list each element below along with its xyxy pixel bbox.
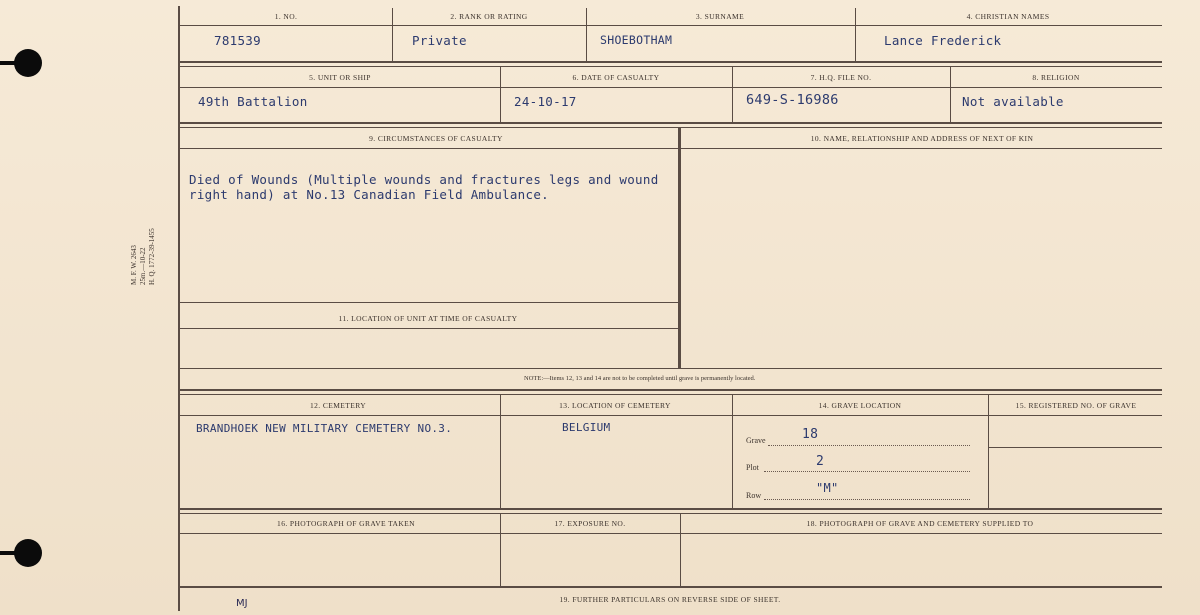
value-hq-file-no: 649-S-16986 xyxy=(746,92,839,108)
value-surname: SHOEBOTHAM xyxy=(600,33,673,47)
label-exposure-no: 17. EXPOSURE NO. xyxy=(554,519,626,528)
label-photograph-supplied: 18. PHOTOGRAPH OF GRAVE AND CEMETERY SUPPLIED TO xyxy=(806,519,1034,528)
value-rank: Private xyxy=(412,33,467,48)
value-grave: 18 xyxy=(802,427,819,442)
label-rank: 2. RANK OR RATING xyxy=(450,12,528,21)
note-bottom-rule xyxy=(180,389,1162,391)
label-row: Row xyxy=(746,491,762,500)
note-top-rule xyxy=(180,368,1162,369)
label-next-of-kin: 10. NAME, RELATIONSHIP AND ADDRESS OF NEXT OF KIN xyxy=(810,134,1034,143)
row4-divider-2 xyxy=(732,394,733,509)
label-grave-location: 14. GRAVE LOCATION xyxy=(818,401,902,410)
label-religion: 8. RELIGION xyxy=(1032,73,1080,82)
value-circumstances: Died of Wounds (Multiple wounds and fractures legs and wound right hand) at No.13 Canadian Field Ambulance. xyxy=(189,172,659,202)
row3-header-rule xyxy=(180,148,1162,149)
initials: MJ xyxy=(236,598,248,609)
left-border xyxy=(178,6,180,611)
row3-divider xyxy=(678,127,681,369)
label-further-particulars: 19. FURTHER PARTICULARS ON REVERSE SIDE OF SHEET. xyxy=(559,595,781,604)
row1-top-rule xyxy=(180,25,1162,26)
row2-bottom-rule xyxy=(180,122,1162,124)
value-row: "M" xyxy=(816,481,839,495)
punch-hole-bottom xyxy=(14,539,42,567)
row4-bottom-rule xyxy=(180,508,1162,510)
label-plot: Plot xyxy=(746,463,759,472)
row1-divider-2 xyxy=(586,8,587,62)
footer-top-rule xyxy=(180,586,1162,588)
row2-divider-3 xyxy=(950,66,951,123)
label-grave: Grave xyxy=(746,436,766,445)
label-cemetery: 12. CEMETERY xyxy=(309,401,367,410)
location-header-rule xyxy=(180,328,678,329)
label-unit: 5. UNIT OR SHIP xyxy=(309,73,371,82)
form-code-note: M. F. W. 2643 25m.—10-22 H. Q. 1772-39-1455 xyxy=(130,228,156,285)
row3-top-rule xyxy=(180,127,1162,128)
label-registered-no: 15. REGISTERED NO. OF GRAVE xyxy=(1015,401,1137,410)
row2-divider-2 xyxy=(732,66,733,123)
row1-bottom-rule xyxy=(180,61,1162,63)
label-circumstances: 9. CIRCUMSTANCES OF CASUALTY xyxy=(369,134,503,143)
label-christian-names: 4. CHRISTIAN NAMES xyxy=(966,12,1050,21)
grave-dotted-line xyxy=(768,445,970,446)
row5-divider-2 xyxy=(680,513,681,587)
row2-top-rule xyxy=(180,66,1162,67)
value-number: 781539 xyxy=(214,33,261,48)
plot-dotted-line xyxy=(764,471,970,472)
label-surname: 3. SURNAME xyxy=(695,12,745,21)
label-hq-file-no: 7. H.Q. FILE NO. xyxy=(810,73,872,82)
row5-top-rule xyxy=(180,513,1162,514)
label-location-of-cemetery: 13. LOCATION OF CEMETERY xyxy=(559,401,671,410)
label-photograph-taken: 16. PHOTOGRAPH OF GRAVE TAKEN xyxy=(277,519,415,528)
row2-mid-rule xyxy=(180,87,1162,88)
value-unit: 49th Battalion xyxy=(198,94,308,109)
label-location-of-unit: 11. LOCATION OF UNIT AT TIME OF CASUALTY xyxy=(338,314,518,323)
value-cemetery: BRANDHOEK NEW MILITARY CEMETERY NO.3. xyxy=(196,422,453,435)
row4-top-rule xyxy=(180,394,1162,395)
registered-inner-rule xyxy=(988,447,1162,448)
row2-divider-1 xyxy=(500,66,501,123)
value-religion: Not available xyxy=(962,94,1064,109)
label-number: 1. NO. xyxy=(274,12,298,21)
row5-header-rule xyxy=(180,533,1162,534)
value-cemetery-location: BELGIUM xyxy=(562,421,611,434)
row1-divider-1 xyxy=(392,8,393,62)
row4-header-rule xyxy=(180,415,1162,416)
row1-divider-3 xyxy=(855,8,856,62)
value-christian-names: Lance Frederick xyxy=(884,33,1002,48)
row5-divider-1 xyxy=(500,513,501,587)
row-dotted-line xyxy=(764,499,970,500)
row4-divider-3 xyxy=(988,394,989,509)
value-plot: 2 xyxy=(816,454,825,469)
row4-divider-1 xyxy=(500,394,501,509)
label-date-of-casualty: 6. DATE OF CASUALTY xyxy=(572,73,660,82)
location-top-rule xyxy=(180,302,678,303)
punch-hole-top xyxy=(14,49,42,77)
value-date-of-casualty: 24-10-17 xyxy=(514,94,577,109)
note-text: NOTE:—Items 12, 13 and 14 are not to be completed until grave is permanently located. xyxy=(524,375,756,382)
